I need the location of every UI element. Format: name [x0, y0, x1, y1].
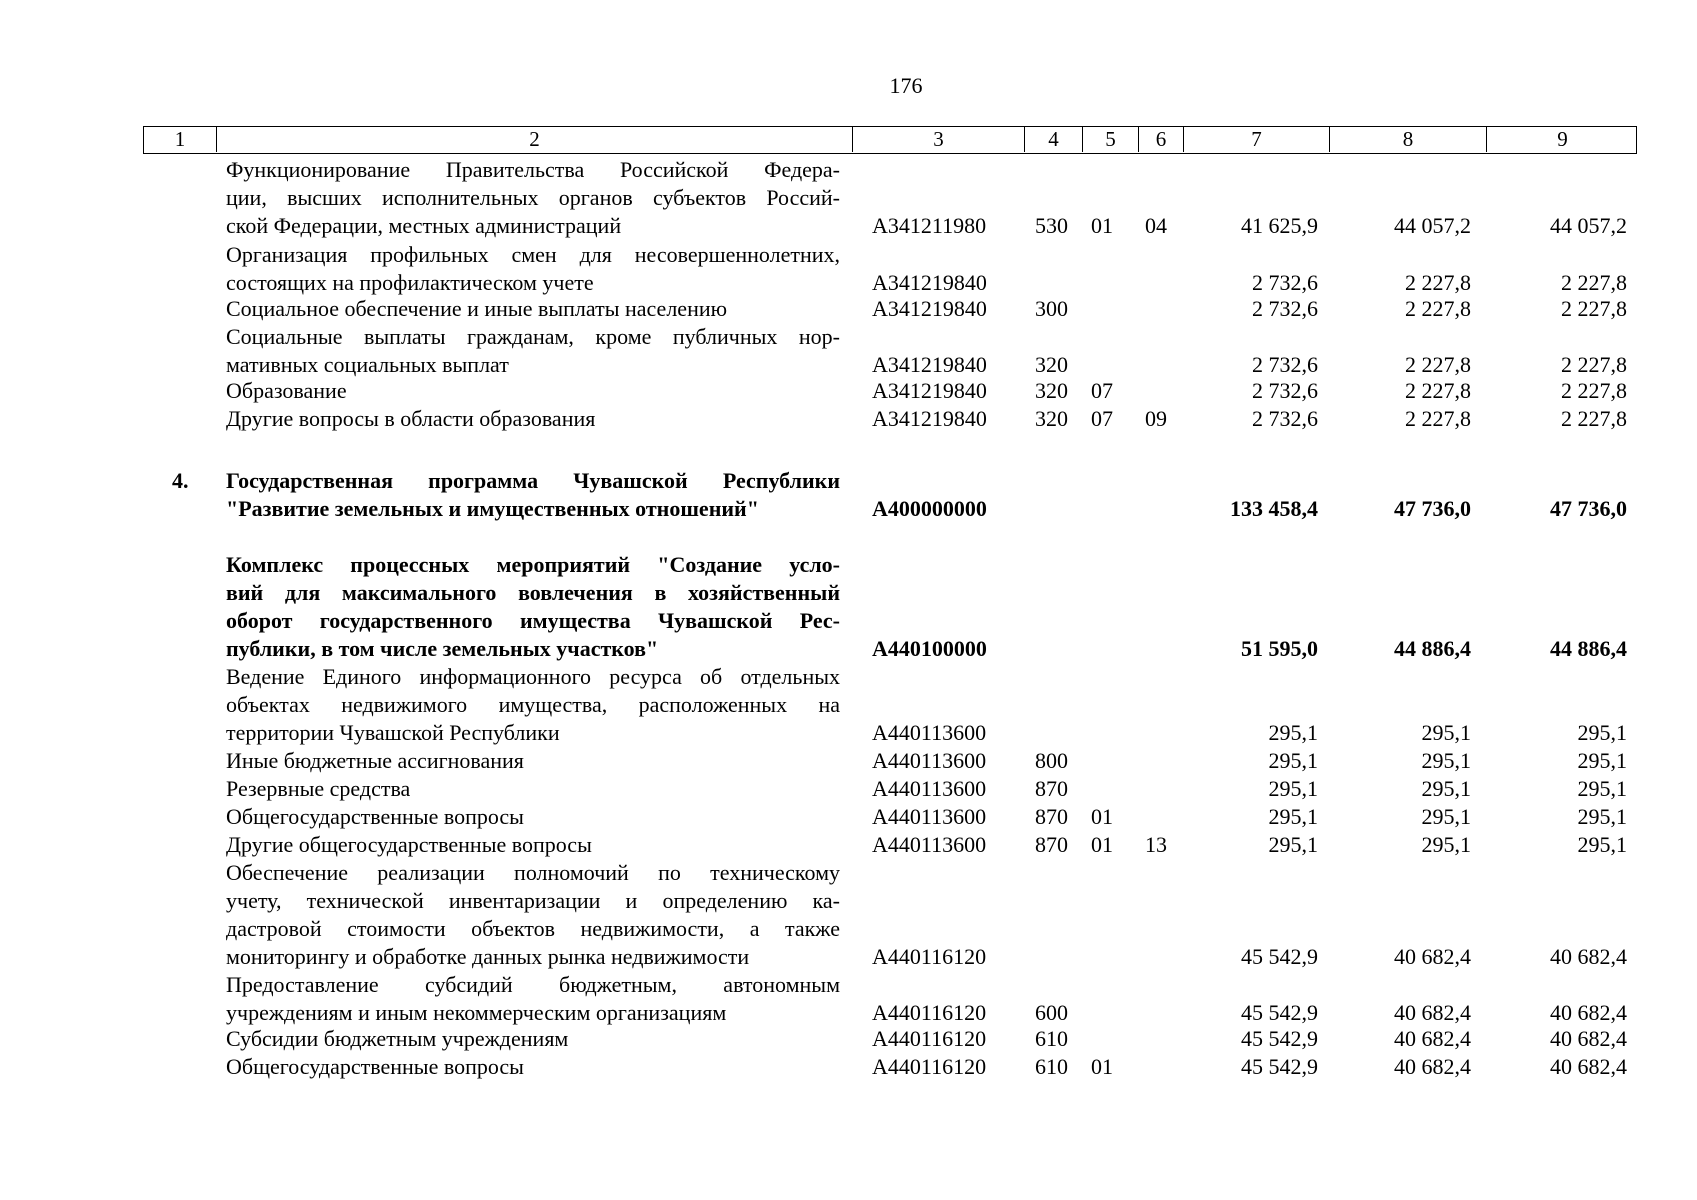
- target-article-code: А440113600: [872, 776, 987, 801]
- expense-type-code: 870: [1035, 776, 1068, 801]
- target-article-code: А341219840: [872, 296, 987, 321]
- table-row: [0, 1053, 1697, 1081]
- amount-col-7: 45 542,9: [1241, 1000, 1318, 1025]
- target-article-code: А341219840: [872, 270, 987, 295]
- expense-type-code: 320: [1035, 352, 1068, 377]
- section-code: 01: [1091, 1054, 1113, 1079]
- expense-type-code: 610: [1035, 1054, 1068, 1079]
- amount-col-7: 295,1: [1268, 748, 1318, 773]
- section-code: 01: [1091, 832, 1113, 857]
- description-line: объектах недвижимого имущества, расположенных на: [226, 692, 840, 717]
- description-line: Субсидии бюджетным учреждениям: [226, 1026, 569, 1051]
- header-col-1: 1: [174, 127, 186, 151]
- target-article-code: А400000000: [872, 496, 987, 521]
- amount-col-9: 44 057,2: [1550, 213, 1627, 238]
- header-col-4: 4: [1024, 127, 1082, 152]
- amount-col-7: 133 458,4: [1230, 496, 1318, 521]
- target-article-code: А341211980: [872, 213, 987, 238]
- amount-col-9: 295,1: [1577, 804, 1627, 829]
- table-row: [0, 747, 1697, 775]
- amount-col-8: 44 057,2: [1394, 213, 1471, 238]
- description-line: Другие общегосударственные вопросы: [226, 832, 592, 857]
- table-row: [0, 551, 1697, 663]
- table-row: [0, 467, 1697, 523]
- description-line: Государственная программа Чувашской Республики: [226, 468, 840, 493]
- table-row: [0, 803, 1697, 831]
- description-line: ции, высших исполнительных органов субъектов Россий-: [226, 185, 840, 210]
- amount-col-8: 295,1: [1421, 720, 1471, 745]
- amount-col-7: 295,1: [1268, 804, 1318, 829]
- description-line: учету, технической инвентаризации и определению ка-: [226, 888, 840, 913]
- amount-col-7: 45 542,9: [1241, 1026, 1318, 1051]
- amount-col-8: 40 682,4: [1394, 1000, 1471, 1025]
- row-description: [226, 747, 840, 775]
- amount-col-7: 41 625,9: [1241, 213, 1318, 238]
- amount-col-9: 295,1: [1577, 748, 1627, 773]
- amount-col-7: 2 732,6: [1252, 378, 1318, 403]
- amount-col-7: 2 732,6: [1252, 352, 1318, 377]
- header-col-6: 6: [1138, 127, 1183, 152]
- target-article-code: А440113600: [872, 832, 987, 857]
- description-line: Образование: [226, 378, 347, 403]
- amount-col-9: 40 682,4: [1550, 1026, 1627, 1051]
- table-row: [0, 377, 1697, 405]
- amount-col-8: 40 682,4: [1394, 944, 1471, 969]
- row-number: 4.: [172, 468, 189, 493]
- row-description: [226, 551, 840, 663]
- description-line: территории Чувашской Республики: [226, 720, 560, 745]
- expense-type-code: 870: [1035, 804, 1068, 829]
- target-article-code: А341219840: [872, 352, 987, 377]
- target-article-code: А341219840: [872, 378, 987, 403]
- expense-type-code: 800: [1035, 748, 1068, 773]
- table-row: [0, 405, 1697, 433]
- description-line: Общегосударственные вопросы: [226, 1054, 524, 1079]
- expense-type-code: 610: [1035, 1026, 1068, 1051]
- amount-col-9: 2 227,8: [1561, 406, 1627, 431]
- amount-col-8: 295,1: [1421, 804, 1471, 829]
- expense-type-code: 300: [1035, 296, 1068, 321]
- header-col-8: 8: [1329, 127, 1486, 152]
- amount-col-8: 2 227,8: [1405, 270, 1471, 295]
- amount-col-8: 2 227,8: [1405, 378, 1471, 403]
- expense-type-code: 600: [1035, 1000, 1068, 1025]
- description-line: учреждениям и иным некоммерческим организациям: [226, 1000, 727, 1025]
- section-code: 01: [1091, 804, 1113, 829]
- target-article-code: А440116120: [872, 1000, 987, 1025]
- description-line: состоящих на профилактическом учете: [226, 270, 594, 295]
- amount-col-7: 295,1: [1268, 776, 1318, 801]
- amount-col-9: 295,1: [1577, 720, 1627, 745]
- description-line: Общегосударственные вопросы: [226, 804, 524, 829]
- amount-col-7: 2 732,6: [1252, 406, 1318, 431]
- row-description: [226, 295, 840, 323]
- subsection-code: 04: [1145, 213, 1167, 238]
- row-description: [226, 1053, 840, 1081]
- amount-col-8: 295,1: [1421, 832, 1471, 857]
- description-line: Иные бюджетные ассигнования: [226, 748, 524, 773]
- table-row: [0, 831, 1697, 859]
- row-description: [226, 377, 840, 405]
- amount-col-7: 295,1: [1268, 720, 1318, 745]
- header-col-9: 9: [1486, 127, 1638, 152]
- row-description: [226, 467, 840, 523]
- row-description: [226, 803, 840, 831]
- amount-col-8: 40 682,4: [1394, 1026, 1471, 1051]
- amount-col-8: 44 886,4: [1394, 636, 1471, 661]
- row-description: [226, 156, 840, 240]
- description-line: Обеспечение реализации полномочий по техническому: [226, 860, 840, 885]
- table-header: [143, 126, 1637, 154]
- row-description: [226, 971, 840, 1027]
- amount-col-7: 2 732,6: [1252, 270, 1318, 295]
- description-line: "Развитие земельных и имущественных отношений": [226, 496, 759, 521]
- row-description: [226, 405, 840, 433]
- amount-col-8: 2 227,8: [1405, 352, 1471, 377]
- row-description: [226, 775, 840, 803]
- table-row: [0, 241, 1697, 297]
- row-description: [226, 663, 840, 747]
- description-line: публики, в том числе земельных участков": [226, 636, 659, 661]
- description-line: Резервные средства: [226, 776, 411, 801]
- amount-col-7: 51 595,0: [1241, 636, 1318, 661]
- amount-col-7: 45 542,9: [1241, 1054, 1318, 1079]
- target-article-code: А341219840: [872, 406, 987, 431]
- subsection-code: 13: [1145, 832, 1167, 857]
- table-row: [0, 323, 1697, 379]
- description-line: мативных социальных выплат: [226, 352, 509, 377]
- description-line: Предоставление субсидий бюджетным, автономным: [226, 972, 840, 997]
- description-line: мониторингу и обработке данных рынка недвижимости: [226, 944, 750, 969]
- amount-col-9: 47 736,0: [1550, 496, 1627, 521]
- target-article-code: А440116120: [872, 1026, 987, 1051]
- target-article-code: А440100000: [872, 636, 987, 661]
- description-line: Функционирование Правительства Российской Федера-: [226, 157, 840, 182]
- table-row: [0, 971, 1697, 1027]
- expense-type-code: 320: [1035, 378, 1068, 403]
- target-article-code: А440113600: [872, 804, 987, 829]
- amount-col-9: 40 682,4: [1550, 944, 1627, 969]
- row-description: [226, 831, 840, 859]
- amount-col-8: 295,1: [1421, 748, 1471, 773]
- amount-col-8: 47 736,0: [1394, 496, 1471, 521]
- amount-col-7: 2 732,6: [1252, 296, 1318, 321]
- amount-col-7: 295,1: [1268, 832, 1318, 857]
- amount-col-9: 2 227,8: [1561, 270, 1627, 295]
- amount-col-8: 2 227,8: [1405, 406, 1471, 431]
- amount-col-9: 2 227,8: [1561, 296, 1627, 321]
- amount-col-9: 295,1: [1577, 776, 1627, 801]
- table-row: [0, 295, 1697, 323]
- header-col-5: 5: [1082, 127, 1138, 152]
- table-row: [0, 859, 1697, 971]
- description-line: вий для максимального вовлечения в хозяйственный: [226, 580, 840, 605]
- amount-col-9: 40 682,4: [1550, 1000, 1627, 1025]
- table-row: [0, 156, 1697, 240]
- expense-type-code: 530: [1035, 213, 1068, 238]
- description-line: Социальные выплаты гражданам, кроме публичных нор-: [226, 324, 840, 349]
- description-line: Другие вопросы в области образования: [226, 406, 596, 431]
- section-code: 07: [1091, 406, 1113, 431]
- amount-col-9: 295,1: [1577, 832, 1627, 857]
- table-row: [0, 775, 1697, 803]
- amount-col-8: 295,1: [1421, 776, 1471, 801]
- amount-col-9: 2 227,8: [1561, 352, 1627, 377]
- amount-col-9: 44 886,4: [1550, 636, 1627, 661]
- row-description: [226, 1025, 840, 1053]
- header-col-3: 3: [852, 127, 1024, 152]
- description-line: Организация профильных смен для несовершеннолетних,: [226, 242, 840, 267]
- amount-col-8: 2 227,8: [1405, 296, 1471, 321]
- row-description: [226, 323, 840, 379]
- table-row: [0, 663, 1697, 747]
- target-article-code: А440116120: [872, 944, 987, 969]
- header-col-2: 2: [216, 127, 852, 152]
- target-article-code: А440113600: [872, 720, 987, 745]
- target-article-code: А440113600: [872, 748, 987, 773]
- description-line: оборот государственного имущества Чувашской Рес-: [226, 608, 840, 633]
- amount-col-9: 40 682,4: [1550, 1054, 1627, 1079]
- page-number: 176: [889, 73, 923, 98]
- description-line: Социальное обеспечение и иные выплаты населению: [226, 296, 728, 321]
- description-line: Ведение Единого информационного ресурса об отдельных: [226, 664, 840, 689]
- expense-type-code: 870: [1035, 832, 1068, 857]
- description-line: Комплекс процессных мероприятий "Создание усло-: [226, 552, 840, 577]
- section-code: 01: [1091, 213, 1113, 238]
- description-line: дастровой стоимости объектов недвижимости, а также: [226, 916, 840, 941]
- target-article-code: А440116120: [872, 1054, 987, 1079]
- expense-type-code: 320: [1035, 406, 1068, 431]
- row-description: [226, 241, 840, 297]
- header-col-7: 7: [1183, 127, 1329, 152]
- row-description: [226, 859, 840, 971]
- amount-col-7: 45 542,9: [1241, 944, 1318, 969]
- section-code: 07: [1091, 378, 1113, 403]
- description-line: ской Федерации, местных администраций: [226, 213, 622, 238]
- amount-col-8: 40 682,4: [1394, 1054, 1471, 1079]
- subsection-code: 09: [1145, 406, 1167, 431]
- table-row: [0, 1025, 1697, 1053]
- amount-col-9: 2 227,8: [1561, 378, 1627, 403]
